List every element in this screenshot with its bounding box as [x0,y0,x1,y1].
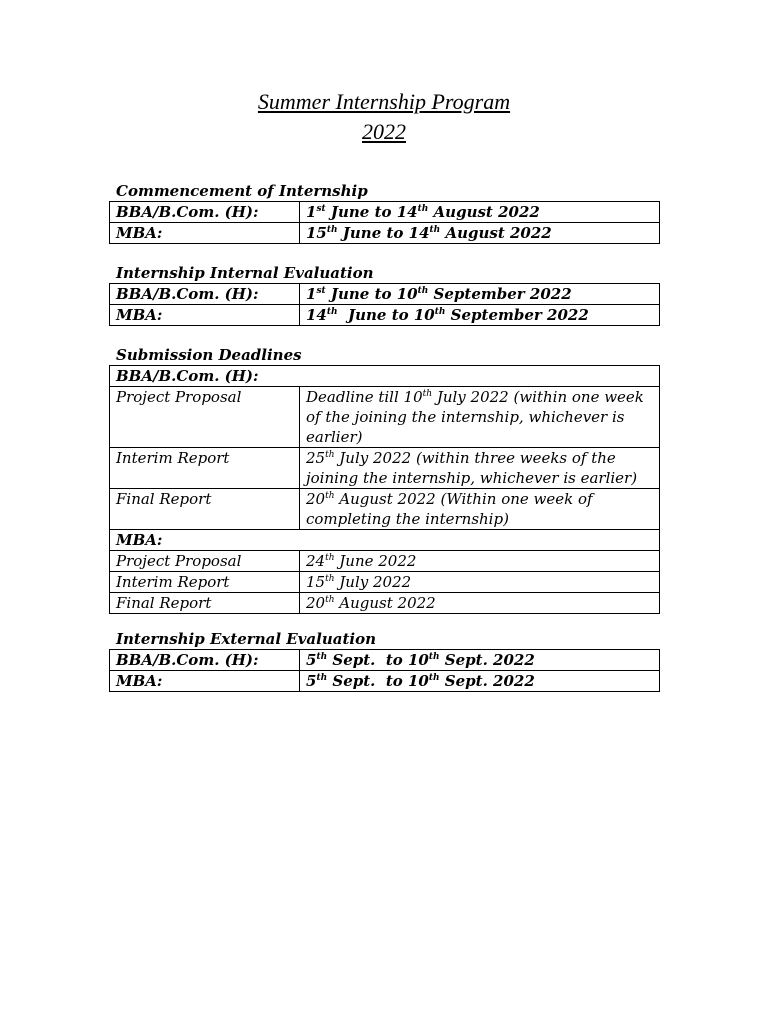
deadline-value: 25th July 2022 (within three weeks of the joining the internship, whichever is earlier) [300,448,660,489]
document-title: Summer Internship Program [257,89,511,114]
table-row [110,284,660,305]
external-evaluation-heading: Internship External Evaluation [116,630,376,648]
commencement-heading: Commencement of Internship [116,182,368,200]
external-evaluation-table [109,649,660,692]
group-label-mba: MBA: [110,530,660,551]
table-row [110,650,660,671]
deliverable-label: Final Report [110,489,300,530]
deliverable-label: Interim Report [110,572,300,593]
table-row [110,366,660,387]
program-label: BBA/B.Com. (H): [110,202,300,223]
table-row [110,448,660,489]
table-row [110,202,660,223]
date-range: 1st June to 10th September 2022 [300,284,660,305]
date-range: 14th June to 10th September 2022 [300,305,660,326]
deliverable-label: Final Report [110,593,300,614]
deliverable-label: Project Proposal [110,551,300,572]
internal-evaluation-heading: Internship Internal Evaluation [116,264,374,282]
table-row [110,305,660,326]
table-row [110,387,660,448]
table-row [110,551,660,572]
program-label: MBA: [110,671,300,692]
date-range: 5th Sept. to 10th Sept. 2022 [300,671,660,692]
table-row [110,489,660,530]
table-row [110,530,660,551]
submission-deadlines-table [109,365,660,614]
date-range: 15th June to 14th August 2022 [300,223,660,244]
deadline-value: 15th July 2022 [300,572,660,593]
program-label: BBA/B.Com. (H): [110,284,300,305]
table-row [110,671,660,692]
deliverable-label: Interim Report [110,448,300,489]
internal-evaluation-table [109,283,660,326]
deadline-value: 20th August 2022 [300,593,660,614]
deliverable-label: Project Proposal [110,387,300,448]
table-row [110,593,660,614]
table-row [110,223,660,244]
date-range: 1st June to 14th August 2022 [300,202,660,223]
date-range: 5th Sept. to 10th Sept. 2022 [300,650,660,671]
deadline-value: 24th June 2022 [300,551,660,572]
program-label: BBA/B.Com. (H): [110,650,300,671]
group-label-bba: BBA/B.Com. (H): [110,366,660,387]
commencement-table [109,201,660,244]
deadline-value: 20th August 2022 (Within one week of completing the internship) [300,489,660,530]
program-label: MBA: [110,305,300,326]
deadline-value: Deadline till 10th July 2022 (within one week of the joining the internship, whichever is earlier) [300,387,660,448]
document-year: 2022 [362,119,406,144]
submission-deadlines-heading: Submission Deadlines [116,346,302,364]
table-row [110,572,660,593]
program-label: MBA: [110,223,300,244]
